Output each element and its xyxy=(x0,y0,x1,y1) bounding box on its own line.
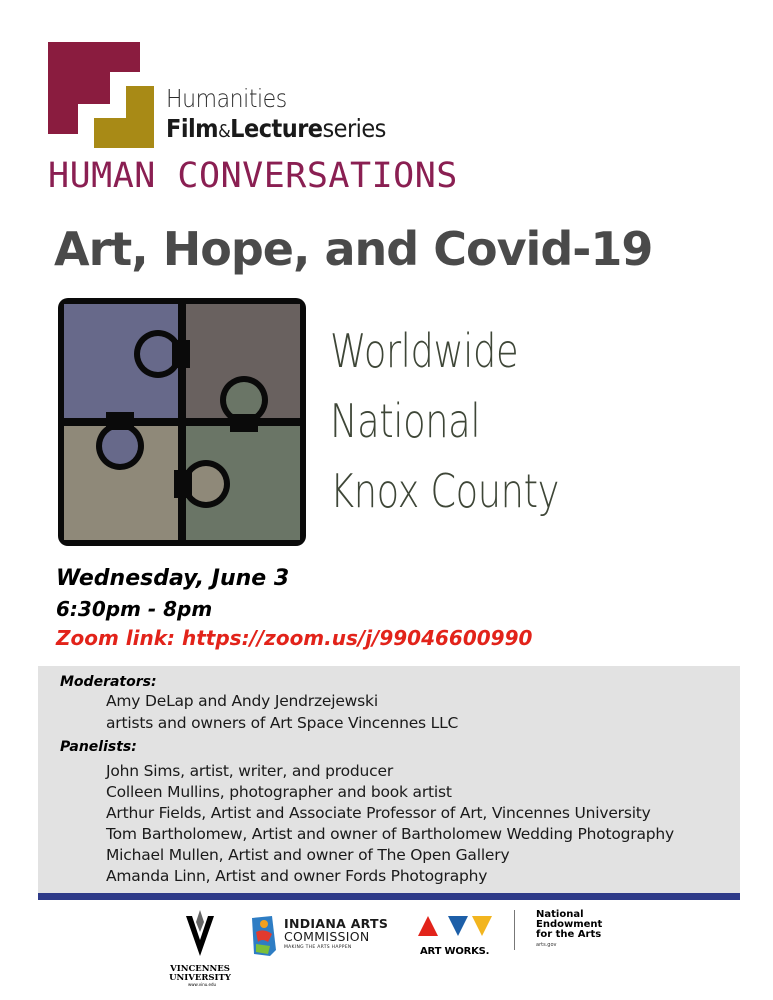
panelist-line: John Sims, artist, writer, and producer xyxy=(106,762,393,780)
art-works-logo xyxy=(416,910,496,960)
vu-name-line2: UNIVERSITY xyxy=(169,973,231,983)
panelist-line: Michael Mullen, Artist and owner of The Open Gallery xyxy=(106,846,510,864)
puzzle-icon xyxy=(54,294,310,550)
scope-knox-county: Knox County xyxy=(330,464,559,518)
scope-national: National xyxy=(330,394,481,448)
series-name-suffix: series xyxy=(322,114,386,143)
panelists-heading: Panelists: xyxy=(60,739,137,755)
scope-worldwide: Worldwide xyxy=(330,324,519,378)
series-name-amp: & xyxy=(218,121,231,142)
series-name-line2 xyxy=(166,114,386,143)
nea-divider xyxy=(514,910,515,950)
panelist-line: Amanda Linn, Artist and owner Fords Photography xyxy=(106,867,488,885)
nea-url: arts.gov xyxy=(536,942,557,948)
panelist-line: Colleen Mullins, photographer and book artist xyxy=(106,783,452,801)
panelist-line: Tom Bartholomew, Artist and owner of Bartholomew Wedding Photography xyxy=(106,825,675,843)
art-works-label: ART WORKS. xyxy=(420,946,490,957)
moderator-line: artists and owners of Art Space Vincennes LLC xyxy=(106,714,459,732)
art-works-triangles-icon xyxy=(416,910,496,940)
footer-divider xyxy=(38,893,740,900)
sponsor-logos xyxy=(0,902,773,1000)
iac-name-line1: INDIANA ARTS xyxy=(284,916,389,931)
scope-list xyxy=(330,316,616,526)
zoom-link[interactable]: Zoom link: https://zoom.us/j/99046600990 xyxy=(56,626,533,650)
event-time: 6:30pm - 8pm xyxy=(56,597,213,621)
moderator-line: Amy DeLap and Andy Jendrzejewski xyxy=(106,692,378,710)
nea-name-line3: for the Arts xyxy=(536,929,602,940)
event-date: Wednesday, June 3 xyxy=(56,566,290,591)
series-name-film: Film xyxy=(166,114,219,143)
series-name-lecture: Lecture xyxy=(230,114,323,143)
vu-name-line1: VINCENNES xyxy=(170,964,230,974)
vu-url: www.vinu.edu xyxy=(188,982,217,987)
nea-logo xyxy=(536,910,602,948)
nea-name-line1: National xyxy=(536,909,584,920)
series-name-line1: Humanities xyxy=(166,84,287,113)
nea-name-line2: Endowment xyxy=(536,919,603,930)
subtitle: HUMAN CONVERSATIONS xyxy=(48,156,458,196)
event-title: Art, Hope, and Covid-19 xyxy=(54,222,653,276)
series-logo-mark xyxy=(48,42,158,150)
indiana-state-icon xyxy=(250,914,280,958)
iac-tagline: MAKING THE ARTS HAPPEN xyxy=(284,945,352,950)
vu-v-icon xyxy=(168,908,232,964)
moderators-heading: Moderators: xyxy=(60,674,157,690)
iac-name-line2: COMMISSION xyxy=(284,929,370,944)
panelist-line: Arthur Fields, Artist and Associate Professor of Art, Vincennes University xyxy=(106,804,651,822)
indiana-arts-commission-logo xyxy=(250,914,400,960)
vincennes-university-logo xyxy=(168,908,232,990)
